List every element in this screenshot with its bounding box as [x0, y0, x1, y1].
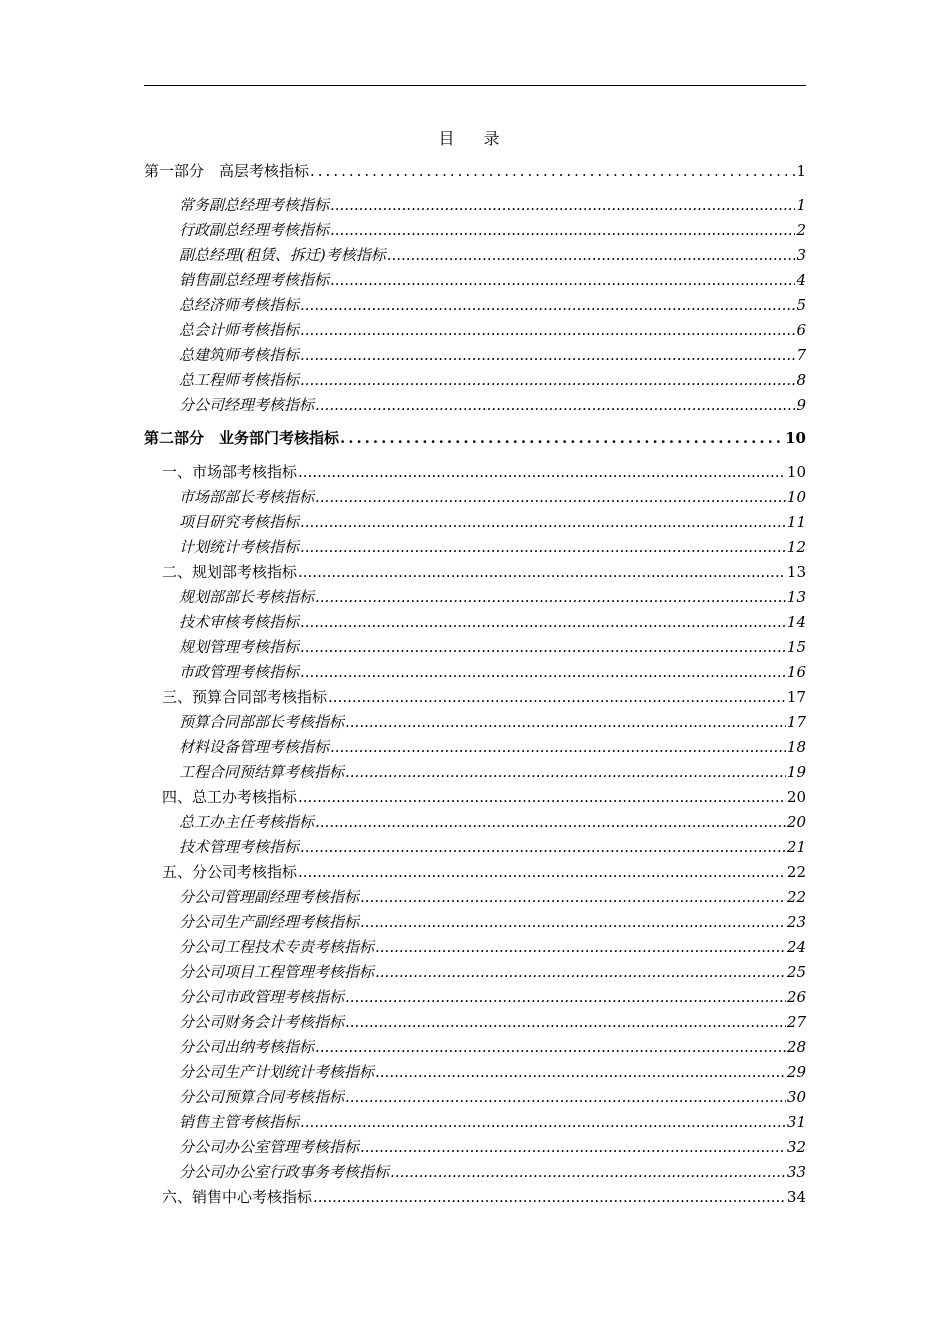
toc-title: 目 录 — [438, 129, 512, 148]
toc-entry-label: 分公司项目工程管理考核指标 — [179, 963, 375, 981]
toc-subentry[interactable] — [144, 1035, 806, 1060]
toc-entry-page: 32 — [786, 1138, 806, 1156]
dot-leader — [387, 243, 796, 268]
toc-entry-label: 分公司管理副经理考核指标 — [179, 888, 360, 906]
toc-entry-label: 行政副总经理考核指标 — [179, 221, 330, 239]
toc-entry-label: 材料设备管理考核指标 — [179, 738, 330, 756]
dot-leader — [300, 368, 795, 393]
toc-entry-label: 分公司工程技术专责考核指标 — [179, 938, 375, 956]
toc-entry-label: 一、市场部考核指标 — [162, 463, 298, 481]
toc-subentry[interactable] — [144, 1010, 806, 1035]
toc-entry-page: 13 — [786, 588, 806, 606]
toc-subentry[interactable] — [144, 510, 806, 535]
toc-entry-label: 销售主管考核指标 — [179, 1113, 300, 1131]
dot-leader — [300, 635, 786, 660]
toc-subentry[interactable] — [144, 368, 806, 393]
dot-leader — [300, 293, 795, 318]
toc-entry-page: 31 — [786, 1113, 806, 1131]
toc-subentry[interactable] — [144, 1110, 806, 1135]
toc-entry-label: 分公司生产副经理考核指标 — [179, 913, 360, 931]
toc-subentry[interactable] — [144, 885, 806, 910]
dot-leader — [300, 835, 786, 860]
toc-subentry[interactable] — [144, 635, 806, 660]
toc-entry-page: 15 — [786, 638, 806, 656]
toc-entry-label: 分公司办公室行政事务考核指标 — [179, 1163, 390, 1181]
toc-entry-label: 第一部分 高层考核指标 — [144, 162, 310, 180]
toc-entry-page: 30 — [786, 1088, 806, 1106]
toc-entry-label: 分公司市政管理考核指标 — [179, 988, 345, 1006]
toc-entry-label: 第二部分 业务部门考核指标 — [144, 429, 340, 447]
toc-subentry[interactable] — [144, 1085, 806, 1110]
toc-entry-page: 8 — [796, 371, 806, 389]
toc-entry-label: 分公司财务会计考核指标 — [179, 1013, 345, 1031]
toc-entry-page: 27 — [786, 1013, 806, 1031]
toc-subentry[interactable] — [144, 710, 806, 735]
toc-entry-page: 2 — [796, 221, 806, 239]
dot-leader — [330, 268, 795, 293]
dot-leader — [330, 218, 795, 243]
toc-subentry[interactable] — [144, 960, 806, 985]
toc-entry-label: 六、销售中心考核指标 — [162, 1188, 313, 1206]
toc-subentry[interactable] — [144, 610, 806, 635]
toc-entry-label: 规划部部长考核指标 — [179, 588, 315, 606]
toc-chapter-entry[interactable] — [144, 860, 806, 885]
dot-leader — [360, 1135, 786, 1160]
toc-subentry[interactable] — [144, 810, 806, 835]
toc-entry-label: 工程合同预结算考核指标 — [179, 763, 345, 781]
dot-leader — [300, 318, 795, 343]
table-of-contents — [144, 159, 806, 1210]
toc-entry-page: 17 — [786, 713, 806, 731]
toc-entry-page: 17 — [786, 688, 806, 706]
toc-entry-label: 二、规划部考核指标 — [162, 563, 298, 581]
toc-entry-page: 33 — [786, 1163, 806, 1181]
toc-subentry[interactable] — [144, 393, 806, 418]
toc-subentry[interactable] — [144, 193, 806, 218]
dot-leader — [300, 610, 786, 635]
toc-entry-page: 4 — [796, 271, 806, 289]
toc-entry-page: 12 — [786, 538, 806, 556]
dot-leader — [390, 1160, 786, 1185]
dot-leader — [375, 1060, 786, 1085]
toc-entry-label: 分公司预算合同考核指标 — [179, 1088, 345, 1106]
toc-entry-label: 四、总工办考核指标 — [162, 788, 298, 806]
toc-entry-label: 技术审核考核指标 — [179, 613, 300, 631]
dot-leader — [345, 760, 786, 785]
dot-leader — [298, 460, 786, 485]
toc-entry-label: 预算合同部部长考核指标 — [179, 713, 345, 731]
toc-entry-page: 6 — [796, 321, 806, 339]
toc-entry-label: 总工办主任考核指标 — [179, 813, 315, 831]
toc-subentry[interactable] — [144, 935, 806, 960]
toc-entry-page: 10 — [786, 463, 806, 481]
toc-entry-label: 常务副总经理考核指标 — [179, 196, 330, 214]
toc-entry-label: 规划管理考核指标 — [179, 638, 300, 656]
header-rule — [144, 85, 806, 86]
section-gap — [144, 418, 806, 426]
dot-leader — [315, 585, 786, 610]
toc-subentry[interactable] — [144, 585, 806, 610]
dot-leader — [375, 935, 786, 960]
toc-entry-page: 18 — [786, 738, 806, 756]
toc-entry-label: 市场部部长考核指标 — [179, 488, 315, 506]
heading-gap — [144, 184, 806, 193]
dot-leader — [328, 685, 786, 710]
toc-chapter-entry[interactable] — [144, 1185, 806, 1210]
dot-leader — [330, 735, 786, 760]
toc-entry-page: 9 — [796, 396, 806, 414]
toc-entry-page: 11 — [786, 513, 806, 531]
toc-entry-label: 总经济师考核指标 — [179, 296, 300, 314]
toc-entry-page: 7 — [796, 346, 806, 364]
toc-chapter-entry[interactable] — [144, 460, 806, 485]
dot-leader — [345, 1010, 786, 1035]
toc-subentry[interactable] — [144, 485, 806, 510]
dot-leader — [360, 885, 786, 910]
toc-entry-page: 3 — [796, 246, 806, 264]
toc-subentry[interactable] — [144, 735, 806, 760]
dot-leader — [315, 485, 786, 510]
dot-leader — [300, 535, 786, 560]
toc-entry-page: 13 — [786, 563, 806, 581]
dot-leader — [375, 960, 786, 985]
toc-entry-page: 29 — [786, 1063, 806, 1081]
toc-subentry[interactable] — [144, 1135, 806, 1160]
toc-chapter-entry[interactable] — [144, 785, 806, 810]
dot-leader — [298, 785, 786, 810]
toc-entry-label: 总建筑师考核指标 — [179, 346, 300, 364]
toc-entry-page: 28 — [786, 1038, 806, 1056]
toc-subentry[interactable] — [144, 1060, 806, 1085]
toc-part-heading[interactable] — [144, 426, 806, 451]
dot-leader — [298, 860, 786, 885]
toc-entry-page: 1 — [796, 162, 806, 180]
toc-entry-page: 20 — [786, 813, 806, 831]
toc-entry-page: 34 — [786, 1188, 806, 1206]
heading-gap — [144, 451, 806, 460]
toc-subentry[interactable] — [144, 293, 806, 318]
dot-leader — [310, 159, 795, 184]
toc-entry-page: 24 — [786, 938, 806, 956]
dot-leader — [345, 1085, 786, 1110]
toc-entry-label: 分公司办公室管理考核指标 — [179, 1138, 360, 1156]
toc-entry-page: 22 — [786, 863, 806, 881]
dot-leader — [298, 560, 786, 585]
toc-entry-label: 总会计师考核指标 — [179, 321, 300, 339]
toc-entry-page: 14 — [786, 613, 806, 631]
dot-leader — [300, 1110, 786, 1135]
toc-entry-label: 分公司经理考核指标 — [179, 396, 315, 414]
toc-subentry[interactable] — [144, 760, 806, 785]
toc-subentry[interactable] — [144, 660, 806, 685]
toc-entry-page: 16 — [786, 663, 806, 681]
toc-entry-page: 25 — [786, 963, 806, 981]
toc-entry-page: 5 — [796, 296, 806, 314]
toc-subentry[interactable] — [144, 218, 806, 243]
toc-subentry[interactable] — [144, 1160, 806, 1185]
toc-chapter-entry[interactable] — [144, 685, 806, 710]
dot-leader — [300, 510, 786, 535]
toc-subentry[interactable] — [144, 835, 806, 860]
toc-entry-label: 总工程师考核指标 — [179, 371, 300, 389]
toc-entry-page: 20 — [786, 788, 806, 806]
toc-entry-label: 技术管理考核指标 — [179, 838, 300, 856]
toc-entry-page: 26 — [786, 988, 806, 1006]
toc-subentry[interactable] — [144, 343, 806, 368]
toc-subentry[interactable] — [144, 910, 806, 935]
toc-entry-page: 21 — [786, 838, 806, 856]
toc-entry-page: 10 — [785, 429, 806, 447]
toc-subentry[interactable] — [144, 985, 806, 1010]
toc-subentry[interactable] — [144, 268, 806, 293]
dot-leader — [345, 985, 786, 1010]
toc-entry-label: 三、预算合同部考核指标 — [162, 688, 328, 706]
toc-subentry[interactable] — [144, 243, 806, 268]
dot-leader — [315, 810, 786, 835]
toc-chapter-entry[interactable] — [144, 560, 806, 585]
toc-subentry[interactable] — [144, 535, 806, 560]
toc-entry-label: 五、分公司考核指标 — [162, 863, 298, 881]
dot-leader — [330, 193, 795, 218]
dot-leader — [300, 660, 786, 685]
toc-entry-label: 市政管理考核指标 — [179, 663, 300, 681]
dot-leader — [313, 1185, 786, 1210]
toc-entry-page: 19 — [786, 763, 806, 781]
toc-entry-page: 23 — [786, 913, 806, 931]
toc-part-heading[interactable] — [144, 159, 806, 184]
dot-leader — [315, 1035, 786, 1060]
dot-leader — [360, 910, 786, 935]
toc-subentry[interactable] — [144, 318, 806, 343]
toc-entry-page: 22 — [786, 888, 806, 906]
dot-leader — [315, 393, 795, 418]
toc-entry-label: 分公司生产计划统计考核指标 — [179, 1063, 375, 1081]
toc-entry-label: 分公司出纳考核指标 — [179, 1038, 315, 1056]
dot-leader — [345, 710, 786, 735]
toc-entry-label: 副总经理(租赁、拆迁)考核指标 — [179, 246, 386, 264]
toc-entry-label: 计划统计考核指标 — [179, 538, 300, 556]
dot-leader — [300, 343, 795, 368]
toc-entry-page: 10 — [786, 488, 806, 506]
toc-entry-label: 销售副总经理考核指标 — [179, 271, 330, 289]
toc-entry-page: 1 — [796, 196, 806, 214]
dot-leader — [340, 426, 784, 451]
toc-entry-label: 项目研究考核指标 — [179, 513, 300, 531]
